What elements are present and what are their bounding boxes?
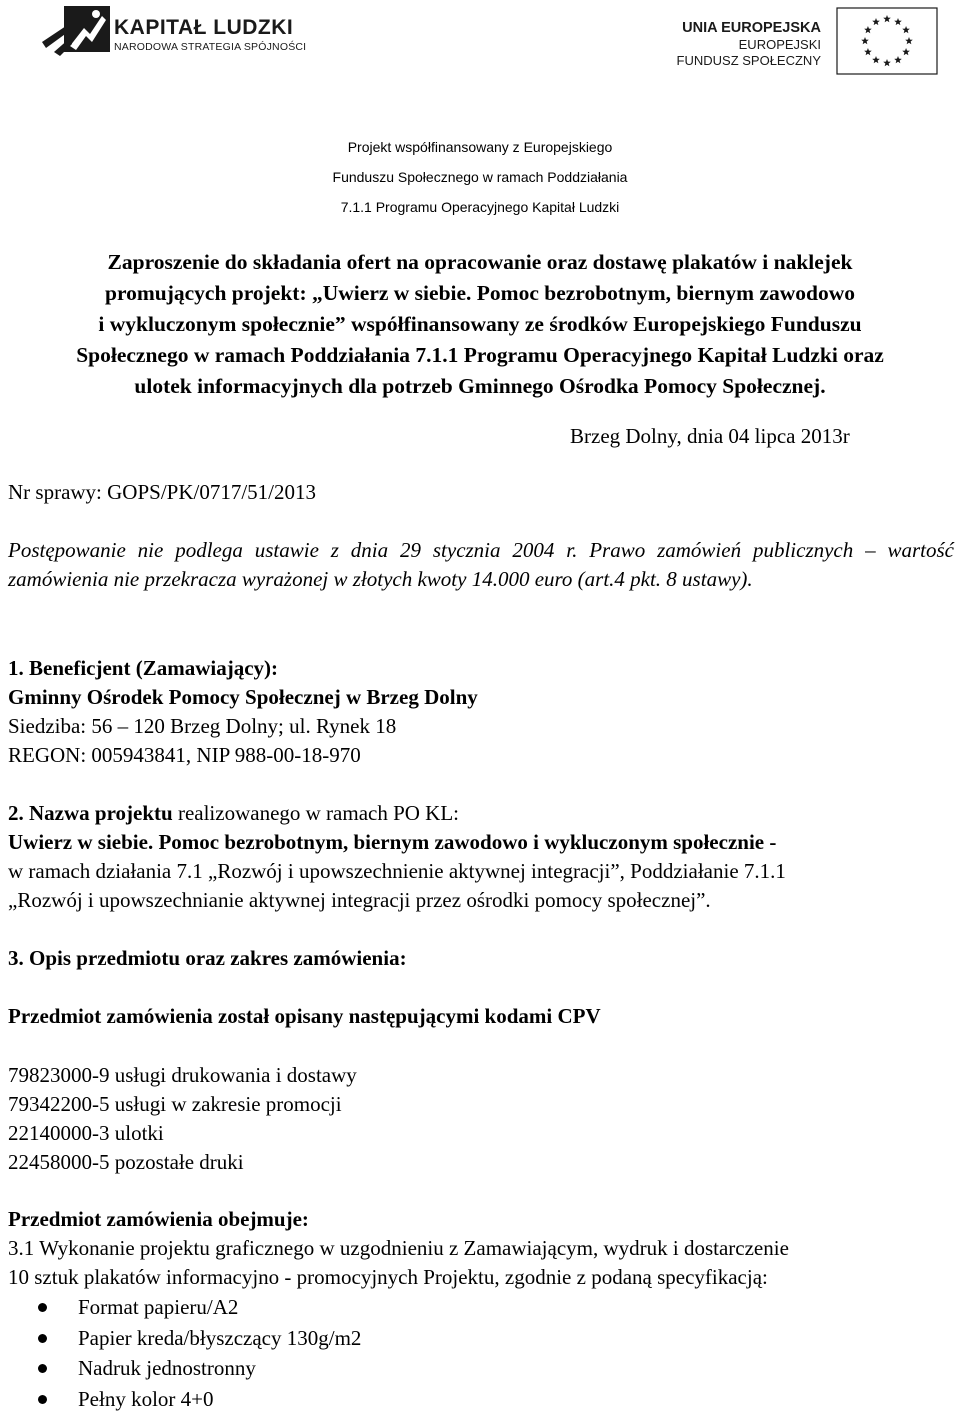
spec-item [8,1293,958,1324]
legal-note: Postępowanie nie podlega ustawie z dnia 29 stycznia 2004 r. Prawo zamówień publicznych – wartość zamówienia nie przekracza wyrażonej w złotych kwoty 14.000 euro (art.4 pkt. 8 ustawy). [8,538,954,591]
eu-flag-icon [836,7,938,75]
kapital-ludzki-title: KAPITAŁ LUDZKI [114,16,294,39]
scope-line: 3.1 Wykonanie projektu graficznego w uzgodnieniu z Zamawiającym, wydruk i dostarczenie [8,1236,789,1260]
section-heading-bold: 2. Nazwa projektu [8,801,173,825]
place-date: Brzeg Dolny, dnia 04 lipca 2013r [570,424,850,448]
spec-list [8,1293,958,1415]
beneficiary-ids: REGON: 005943841, NIP 988-00-18-970 [8,743,361,767]
project-name-line: w ramach działania 7.1 „Rozwój i upowszechnienie aktywnej integracji”, Poddziałanie 7.1.1 [8,859,786,883]
eu-logo-line2: EUROPEJSKI [738,37,821,52]
cpv-code: 79342200-5 usługi w zakresie promocji [8,1092,342,1116]
bullet-icon [38,1395,47,1404]
cofinancing-note [0,132,960,222]
bullet-icon [38,1364,47,1373]
title-line: Zaproszenie do składania ofert na opracowanie oraz dostawę plakatów i naklejek [107,250,853,274]
case-number: Nr sprawy: GOPS/PK/0717/51/2013 [8,480,317,504]
beneficiary-address: Siedziba: 56 – 120 Brzeg Dolny; ul. Rynek 18 [8,714,397,738]
cpv-code: 22458000-5 pozostałe druki [8,1150,244,1174]
cpv-heading: Przedmiot zamówienia został opisany następującymi kodami CPV [8,1004,601,1028]
scope-heading: Przedmiot zamówienia obejmuje: [8,1207,309,1231]
section-beneficiary [8,654,958,770]
cpv-list [8,1061,958,1177]
cpv-heading-block [8,1002,958,1031]
spec-item-text: Nadruk jednostronny [78,1356,256,1380]
section-heading: 1. Beneficjent (Zamawiający): [8,656,279,680]
cpv-code: 79823000-9 usługi drukowania i dostawy [8,1063,357,1087]
project-name-line: „Rozwój i upowszechnianie aktywnej integracji przez ośrodki pomocy społecznej”. [8,888,711,912]
cpv-code: 22140000-3 ulotki [8,1121,164,1145]
spec-item-text: Papier kreda/błyszczący 130g/m2 [78,1325,362,1350]
section-project-name [8,799,958,915]
section-scope [8,944,958,973]
title-line: ulotek informacyjnych dla potrzeb Gminnego Ośrodka Pomocy Społecznej. [134,374,826,398]
bullet-icon [38,1303,47,1312]
eu-logo-text [676,20,821,69]
kapital-ludzki-subtitle: NARODOWA STRATEGIA SPÓJNOŚCI [114,41,307,53]
spec-item [8,1324,958,1355]
bullet-icon [38,1334,47,1343]
spec-item [8,1385,958,1416]
section-heading [8,799,958,828]
title-line: i wykluczonym społecznie” współfinansowany ze środków Europejskiego Funduszu [98,312,862,336]
section-heading: 3. Opis przedmiotu oraz zakres zamówienia: [8,946,407,970]
spec-item [8,1354,958,1385]
eu-logo-line3: FUNDUSZ SPOŁECZNY [676,53,821,68]
spec-item-text: Format papieru/A2 [78,1295,239,1319]
scope-block [8,1205,958,1292]
beneficiary-name: Gminny Ośrodek Pomocy Społecznej w Brzeg Dolny [8,685,478,709]
title-line: promujących projekt: „Uwierz w siebie. Pomoc bezrobotnym, biernym zawodowo [104,281,855,305]
section-heading-rest: realizowanego w ramach PO KL: [172,801,460,825]
document-title [8,247,952,402]
eu-logo-line1: UNIA EUROPEJSKA [682,20,821,36]
scope-line: 10 sztuk plakatów informacyjno - promocyjnych Projektu, zgodnie z podaną specyfikacją: [8,1265,768,1289]
cofinancing-line: Projekt współfinansowany z Europejskiego [347,139,613,155]
cofinancing-line: Funduszu Społecznego w ramach Poddziałania [332,169,628,185]
cofinancing-line: 7.1.1 Programu Operacyjnego Kapitał Ludzki [340,199,620,215]
project-name-line: Uwierz w siebie. Pomoc bezrobotnym, biernym zawodowo i wykluczonym społecznie - [8,830,777,854]
spec-item-text: Pełny kolor 4+0 [78,1386,214,1411]
title-line: Społecznego w ramach Poddziałania 7.1.1 Programu Operacyjnego Kapitał Ludzki oraz [76,343,884,367]
